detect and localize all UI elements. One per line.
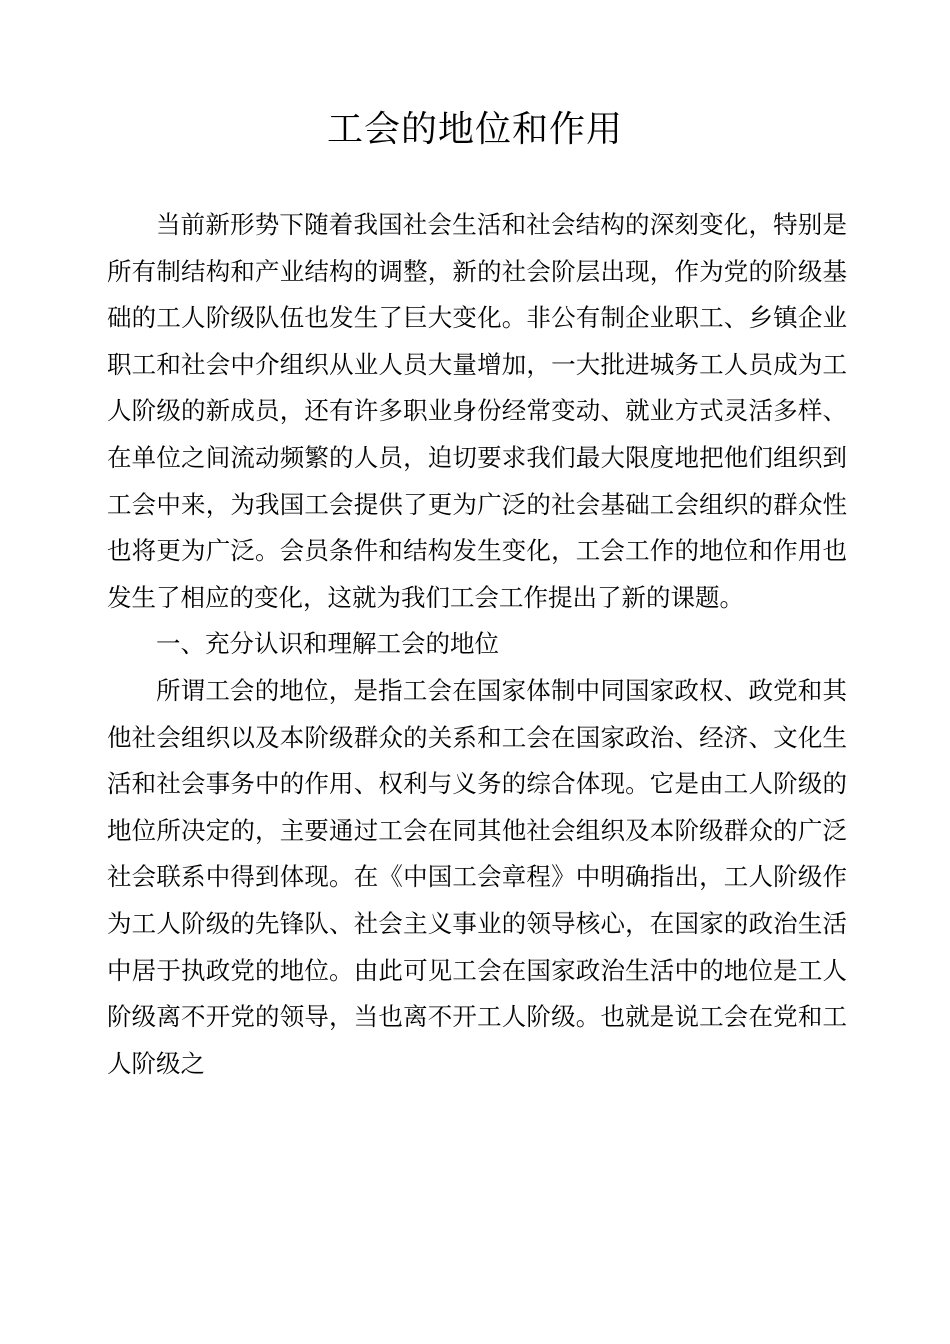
intro-paragraph: 当前新形势下随着我国社会生活和社会结构的深刻变化，特别是所有制结构和产业结构的调整，新的社会阶层出现，作为党的阶级基础的工人阶级队伍也发生了巨大变化。非公有制企业职工、乡镇企业职工和社会中介组织从业人员大量增加，一大批进城务工人员成为工人阶级的新成员，还有许多职业身份经常变动、就业方式灵活多样、在单位之间流动频繁的人员，迫切要求我们最大限度地把他们组织到工会中来，为我国工会提供了更为广泛的社会基础工会组织的群众性也将更为广泛。会员条件和结构发生变化，工会工作的地位和作用也发生了相应的变化，这就为我们工会工作提出了新的课题。: [107, 210, 847, 612]
document-body: [107, 202, 847, 1087]
section-heading: 一、充分认识和理解工会的地位: [156, 629, 499, 659]
definition-paragraph: 所谓工会的地位，是指工会在国家体制中同国家政权、政党和其他社会组织以及本阶级群众的关系和工会在国家政治、经济、文化生活和社会事务中的作用、权利与义务的综合体现。它是由工人阶级的地位所决定的，主要通过工会在同其他社会组织及本阶级群众的广泛社会联系中得到体现。在《中国工会章程》中明确指出，工人阶级作为工人阶级的先锋队、社会主义事业的领导核心，在国家的政治生活中居于执政党的地位。由此可见工会在国家政治生活中的地位是工人阶级离不开党的领导，当也离不开工人阶级。也就是说工会在党和工人阶级之: [107, 675, 847, 1078]
document-title: 工会的地位和作用: [326, 109, 623, 150]
